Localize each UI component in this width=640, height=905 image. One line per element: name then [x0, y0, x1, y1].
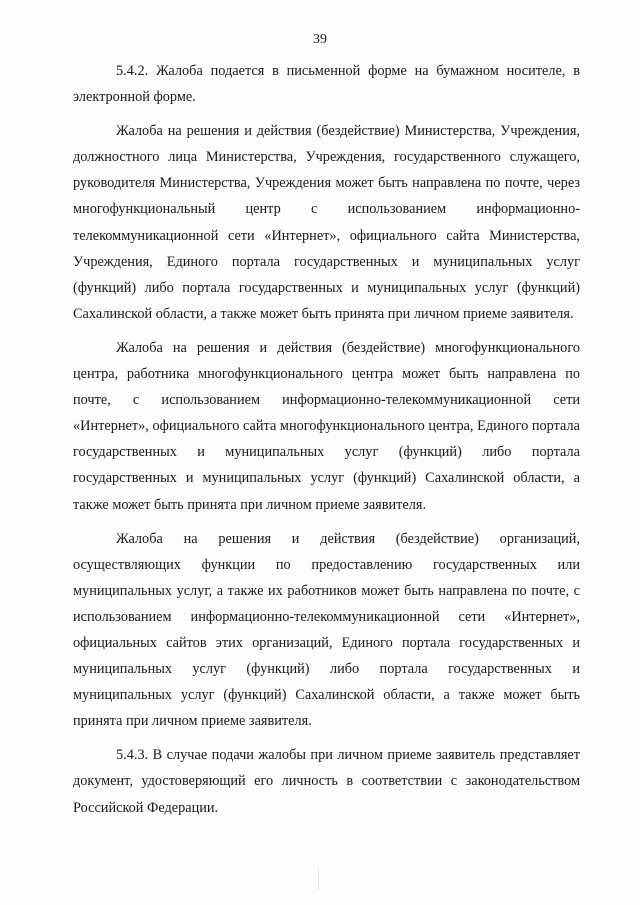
- paragraph-complaint-mfc: Жалоба на решения и действия (бездействие) многофункционального центра, работника многофункционального центра может быть направлена по почте, с использованием информационно-телекоммуникационной сети «Интернет», официального сайта многофункционального центра, Единого портала государственных и муниципальных услуг (функций) либо портала государственных и муниципальных услуг (функций) Сахалинской области, а также может быть принята при личном приеме заявителя.: [73, 339, 580, 513]
- document-body: [73, 58, 580, 821]
- page-number: 39: [313, 32, 327, 47]
- paragraph-5-4-2: 5.4.2. Жалоба подается в письменной форме на бумажном носителе, в электронной форме.: [73, 63, 580, 106]
- paragraph-5-4-3: 5.4.3. В случае подачи жалобы при личном приеме заявитель представляет документ, удостоверяющий его личность в соответствии с законодательством Российской Федерации.: [73, 747, 580, 816]
- paragraph-complaint-ministry: Жалоба на решения и действия (бездействие) Министерства, Учреждения, должностного лица Министерства, Учреждения, государственного служащего, руководителя Министерства, Учреждения может быть направлена по почте, через многофункциональный центр с использованием информационно-телекоммуникационной сети «Интернет», официального сайта Министерства, Учреждения, Единого портала государственных и муниципальных услуг (функций) либо портала государственных и муниципальных услуг (функций) Сахалинской области, а также может быть принята при личном приеме заявителя.: [73, 123, 580, 322]
- scan-artifact-line: [318, 868, 319, 890]
- paragraph-complaint-organizations: Жалоба на решения и действия (бездействие) организаций, осуществляющих функции по предоставлению государственных или муниципальных услуг, а также их работников может быть направлена по почте, с использованием информационно-телекоммуникационной сети «Интернет», официальных сайтов этих организаций, Единого портала государственных и муниципальных услуг (функций) либо портала государственных и муниципальных услуг (функций) Сахалинской области, а также может быть принята при личном приеме заявителя.: [73, 530, 580, 730]
